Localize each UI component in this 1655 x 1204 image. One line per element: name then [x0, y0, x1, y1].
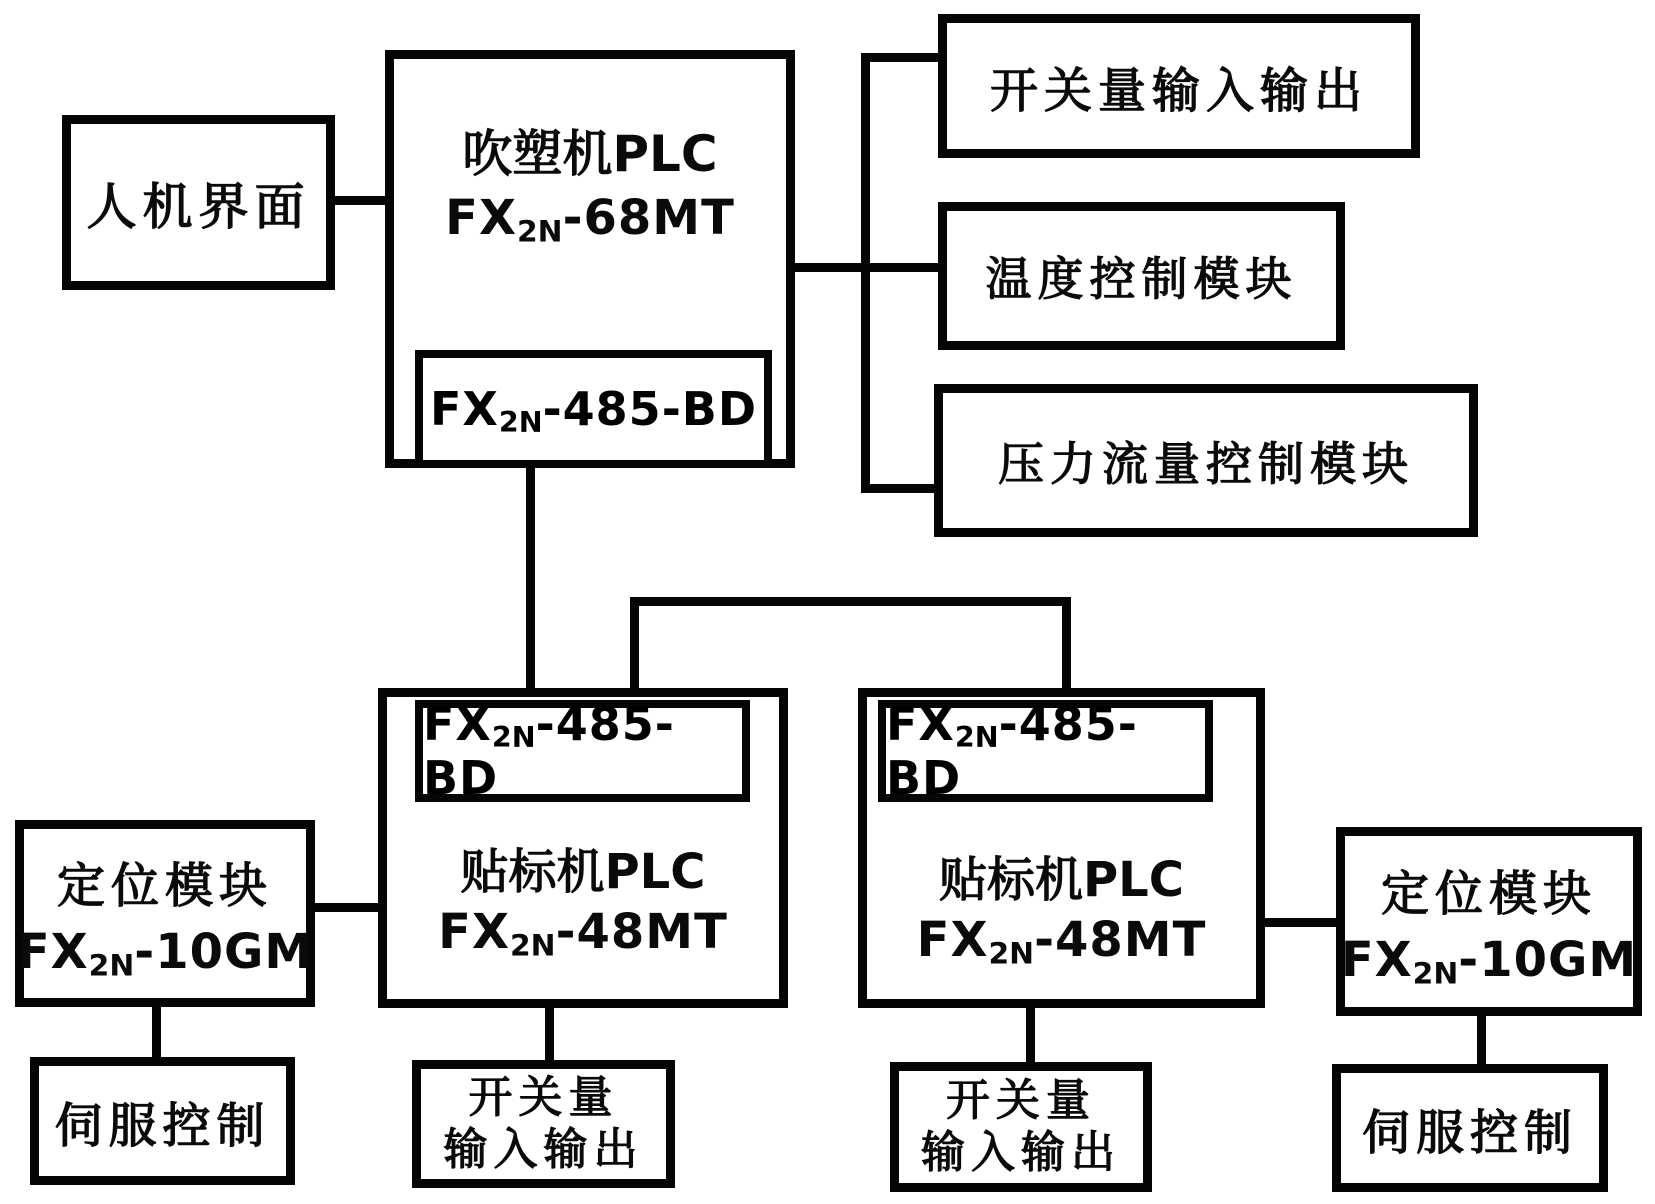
switch-io-right-line2: 输入输出	[921, 1127, 1121, 1178]
labeler-plc-right-title: 贴标机PLC	[939, 852, 1184, 908]
connector-hmi-to-blow-plc	[330, 196, 390, 205]
pressure-flow-module-box	[934, 384, 1478, 537]
servo-control-right-label: 伺服控制	[1361, 1104, 1578, 1161]
network-bus-left-riser	[630, 597, 639, 692]
connector-positioning-right-to-servo	[1477, 1012, 1486, 1066]
switch-io-top-label: 开关量输入输出	[989, 62, 1368, 119]
labeler-plc-left-comm-card	[415, 697, 750, 805]
network-bus-right-riser	[1062, 597, 1071, 692]
connector-positioning-left-to-servo	[152, 1002, 161, 1060]
temperature-module-label: 温度控制模块	[985, 252, 1298, 306]
labeler-plc-right-model: $FX_{2N}-48MT$	[916, 912, 1207, 972]
labeler-plc-left-model: $FX_{2N}-48MT$	[438, 904, 728, 964]
bracket-vertical	[861, 53, 870, 493]
bracket-stub-top	[861, 53, 941, 62]
network-bus-horizontal	[630, 597, 1071, 606]
labeler-plc-right-title-block	[858, 850, 1265, 970]
positioning-module-left-model: $FX_{2N}-10GM$	[16, 924, 314, 984]
servo-control-right-box	[1332, 1064, 1608, 1192]
labeler-plc-left-title: 贴标机PLC	[460, 844, 706, 900]
blow-plc-title: 吹塑机PLC	[462, 125, 718, 183]
switch-io-left-box	[412, 1060, 675, 1188]
blow-plc-title-block	[385, 122, 795, 250]
switch-io-left-line1: 开关量	[468, 1072, 619, 1123]
switch-io-right-line1: 开关量	[946, 1075, 1096, 1126]
switch-io-right-box	[890, 1062, 1152, 1192]
servo-control-left-box	[30, 1057, 295, 1185]
positioning-module-left-title: 定位模块	[56, 858, 273, 914]
connector-positioning-left-to-labeler	[310, 903, 382, 912]
temperature-module-box	[938, 202, 1345, 350]
switch-io-left-line2: 输入输出	[443, 1124, 644, 1175]
connector-blow-plc-to-labeler-left	[526, 464, 535, 692]
positioning-module-right-box	[1336, 827, 1642, 1016]
blow-plc-model: $FX_{2N}-68MT$	[445, 190, 735, 250]
labeler-plc-left-comm-card-label: $FX_{2N}-485-BD$	[423, 697, 675, 805]
pressure-flow-module-label: 压力流量控制模块	[998, 436, 1414, 491]
switch-io-top-box	[938, 14, 1420, 158]
blow-plc-comm-card-label: $FX_{2N}-485-BD$	[429, 382, 758, 440]
positioning-module-right-title: 定位模块	[1380, 866, 1597, 922]
blow-plc-comm-card	[415, 350, 772, 468]
positioning-module-right-model: $FX_{2N}-10GM$	[1340, 932, 1638, 992]
labeler-plc-right-comm-card	[878, 697, 1213, 805]
bracket-stub-bottom	[861, 484, 939, 493]
connector-labeler-right-to-positioning	[1262, 918, 1338, 927]
hmi-box	[62, 115, 335, 290]
labeler-plc-left-title-block	[378, 842, 788, 962]
connector-labeler-left-to-io	[545, 1004, 554, 1062]
labeler-plc-right-comm-card-label: $FX_{2N}-485-BD$	[886, 697, 1138, 805]
positioning-module-left-box	[15, 820, 315, 1007]
connector-labeler-right-to-io	[1026, 1006, 1035, 1064]
servo-control-left-label: 伺服控制	[54, 1097, 271, 1154]
hmi-label: 人机界面	[86, 177, 311, 236]
